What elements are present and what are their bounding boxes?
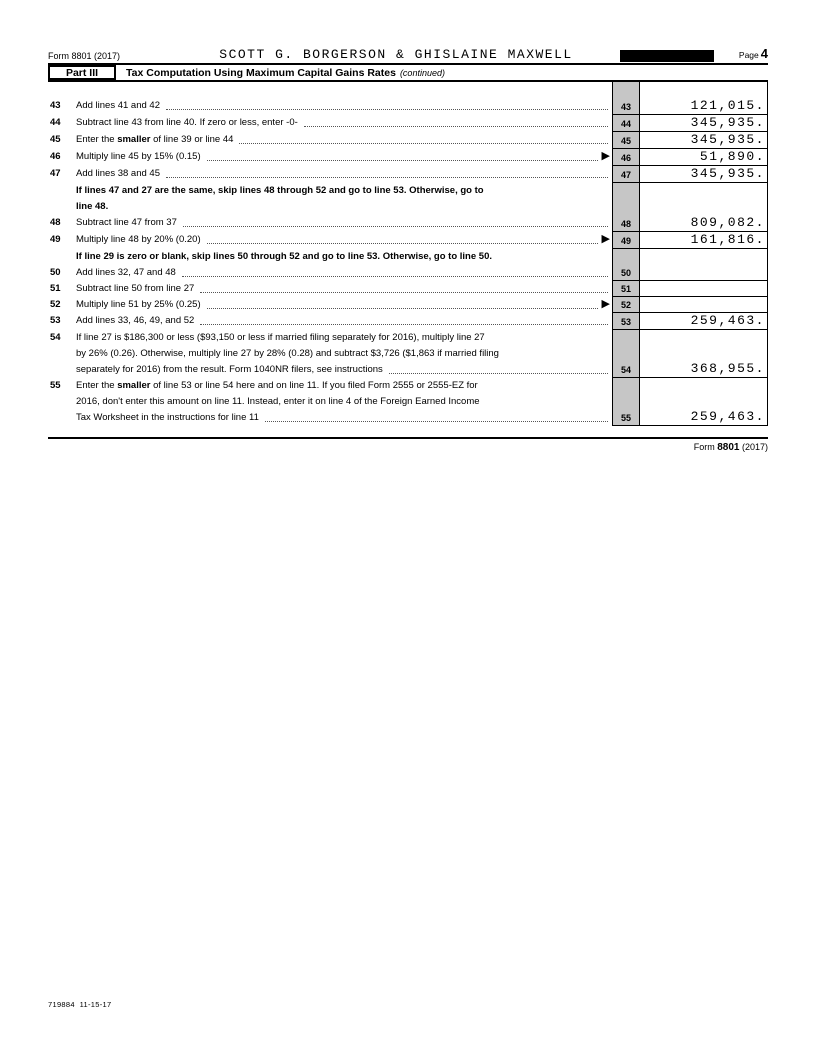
line-number: 50: [50, 267, 61, 278]
dotted-leader: [166, 166, 608, 178]
plain-text: Subtract line 47 from 37: [76, 217, 177, 228]
line-number-box: [612, 82, 640, 98]
plain-text: Add lines 41 and 42: [76, 100, 160, 111]
form-line-45: [48, 132, 768, 149]
form-line-52: [48, 297, 768, 313]
amount-value: 345,935.: [640, 115, 768, 132]
amount-value: [640, 82, 768, 98]
line-description: [48, 166, 612, 183]
line-text: [76, 265, 176, 281]
line-number: 52: [50, 299, 61, 310]
line-text: [76, 166, 160, 182]
line-number-box: 54: [612, 330, 640, 378]
description-line: [76, 215, 612, 231]
plain-text: Multiply line 48 by 20% (0.20): [76, 234, 201, 245]
dotted-leader: [207, 149, 598, 161]
line-text: [76, 98, 160, 114]
form-line-50: [48, 265, 768, 281]
dotted-leader: [200, 281, 608, 293]
dotted-leader: [389, 362, 608, 374]
line-description: [48, 115, 612, 132]
amount-value: [640, 183, 768, 215]
header-form-label: Form 8801 (2017): [48, 51, 121, 61]
line-number: 51: [50, 283, 61, 294]
dotted-leader: [239, 132, 608, 144]
line-text: [76, 232, 201, 248]
line-number: 43: [50, 100, 61, 111]
description-line: [76, 199, 612, 215]
bold-text: If line 29 is zero or blank, skip lines 50 through 52 and go to line 53. Otherwise, go to line 50.: [76, 251, 492, 262]
line-text: [76, 378, 478, 394]
line-number-box: [612, 249, 640, 265]
dotted-leader: [265, 410, 608, 422]
form-line-44: [48, 115, 768, 132]
description-line: [76, 115, 612, 131]
dotted-leader: [166, 98, 608, 110]
amount-value: 345,935.: [640, 166, 768, 183]
plain-text: of line 53 or line 54 here and on line 11. If you filed Form 2555 or 2555-EZ for: [150, 380, 478, 391]
form-line-48: [48, 215, 768, 232]
line-description: [48, 215, 612, 232]
line-number-box: [612, 183, 640, 215]
description-line: [76, 249, 612, 265]
line-number-box: 50: [612, 265, 640, 281]
dotted-leader: [304, 115, 608, 127]
line-number: 48: [50, 217, 61, 228]
line-number-box: 47: [612, 166, 640, 183]
bold-text: line 48.: [76, 201, 109, 212]
footer-form-word: Form: [693, 442, 715, 452]
line-number: 44: [50, 117, 61, 128]
bold-text: smaller: [117, 380, 151, 391]
description-line: [76, 410, 612, 426]
instruction-note: [48, 249, 768, 265]
amount-value: [640, 249, 768, 265]
line-description: [48, 249, 612, 265]
line-number: 47: [50, 168, 61, 179]
line-text: [76, 132, 233, 148]
page-label: Page: [738, 50, 759, 60]
amount-value: 259,463.: [640, 313, 768, 330]
description-line: [76, 132, 612, 148]
line-number-box: 51: [612, 281, 640, 297]
amount-value: 345,935.: [640, 132, 768, 149]
dotted-leader: [182, 265, 608, 277]
plain-text: Subtract line 50 from line 27: [76, 283, 195, 294]
amount-value: 121,015.: [640, 98, 768, 115]
description-line: [76, 313, 612, 329]
plain-text: Multiply line 51 by 25% (0.25): [76, 299, 201, 310]
line-number-box: 55: [612, 378, 640, 426]
bold-text: smaller: [117, 134, 151, 145]
description-line: [76, 362, 612, 378]
line-number: 49: [50, 234, 61, 245]
redacted-id-box: [620, 50, 714, 62]
doc-code: 719884 11-15-17: [48, 1000, 112, 1009]
line-text: [76, 183, 484, 199]
amount-value: 161,816.: [640, 232, 768, 249]
part-title-text: Tax Computation Using Maximum Capital Gains Rates: [126, 67, 396, 79]
line-text: [76, 330, 485, 346]
amount-value: 51,890.: [640, 149, 768, 166]
line-text: [76, 115, 298, 131]
line-description: [48, 313, 612, 330]
line-number-box: 53: [612, 313, 640, 330]
line-description: [48, 183, 612, 215]
line-number: 54: [50, 332, 61, 343]
line-text: [76, 394, 480, 410]
part-title: [116, 65, 445, 80]
line-number-box: 52: [612, 297, 640, 313]
line-number-box: 49: [612, 232, 640, 249]
description-line: [76, 281, 612, 297]
page-header: [48, 48, 768, 65]
footer-form-id: [48, 439, 768, 453]
amount-value: 259,463.: [640, 378, 768, 426]
plain-text: Add lines 38 and 45: [76, 168, 160, 179]
line-description: [48, 132, 612, 149]
line-text: [76, 149, 201, 165]
line-number-box: 46: [612, 149, 640, 166]
line-text: [76, 215, 177, 231]
page-number: 4: [760, 46, 768, 61]
dotted-leader: [183, 215, 608, 227]
line-text: [76, 297, 201, 313]
part-header: [48, 65, 768, 82]
line-number-box: 44: [612, 115, 640, 132]
plain-text: of line 39 or line 44: [150, 134, 234, 145]
description-line: [76, 330, 612, 346]
line-text: [76, 199, 108, 215]
line-description: [48, 297, 612, 313]
amount-value: [640, 297, 768, 313]
bold-text: If lines 47 and 27 are the same, skip lines 48 through 52 and go to line 53. Otherwise, go to: [76, 185, 484, 196]
line-number-box: 48: [612, 215, 640, 232]
description-line: [76, 378, 612, 394]
form-line-51: [48, 281, 768, 297]
line-description: [48, 330, 612, 378]
spacer-row: [48, 82, 768, 98]
footer-form-number: 8801: [717, 442, 740, 453]
description-line: [76, 183, 612, 199]
line-number: 46: [50, 151, 61, 162]
form-line-53: [48, 313, 768, 330]
form-table-rows: [48, 82, 768, 426]
amount-value: [640, 281, 768, 297]
description-line: [76, 394, 612, 410]
line-number-box: 45: [612, 132, 640, 149]
plain-text: 2016, don't enter this amount on line 11. Instead, enter it on line 4 of the Foreign Earned Income: [76, 396, 480, 407]
description-line: [76, 149, 612, 165]
form-page: [48, 48, 768, 453]
right-arrow-icon: ▶: [601, 298, 610, 310]
line-text: [76, 313, 194, 329]
page-indicator: [722, 47, 768, 62]
line-description: [48, 378, 612, 426]
form-line-47: [48, 166, 768, 183]
line-description: [48, 232, 612, 249]
description-line: [76, 297, 612, 313]
plain-text: Enter the: [76, 380, 118, 391]
line-text: [76, 410, 259, 426]
description-line: [76, 166, 612, 182]
line-text: [76, 249, 492, 265]
plain-text: Tax Worksheet in the instructions for line 11: [76, 412, 259, 423]
plain-text: Add lines 33, 46, 49, and 52: [76, 315, 195, 326]
line-number: 55: [50, 380, 61, 391]
plain-text: Enter the: [76, 134, 118, 145]
line-description: [48, 98, 612, 115]
line-number: 53: [50, 315, 61, 326]
amount-value: 809,082.: [640, 215, 768, 232]
form-line-43: [48, 98, 768, 115]
form-line-49: [48, 232, 768, 249]
part-label: Part III: [48, 65, 116, 80]
plain-text: Add lines 32, 47 and 48: [76, 267, 176, 278]
description-line: [76, 265, 612, 281]
dotted-leader: [207, 232, 598, 244]
line-description: [48, 149, 612, 166]
part-continued-label: (continued): [399, 68, 445, 78]
form-line-55: [48, 378, 768, 426]
line-number-box: 43: [612, 98, 640, 115]
line-description: [48, 265, 612, 281]
description-line: [76, 232, 612, 248]
dotted-leader: [207, 297, 598, 309]
right-arrow-icon: ▶: [601, 233, 610, 245]
plain-text: separately for 2016) from the result. Form 1040NR filers, see instructions: [76, 364, 383, 375]
taxpayer-names: SCOTT G. BORGERSON & GHISLAINE MAXWELL: [219, 47, 573, 62]
plain-text: by 26% (0.26). Otherwise, multiply line 27 by 28% (0.28) and subtract $3,726 ($1,863 if married filing: [76, 348, 499, 359]
line-description: [48, 82, 612, 98]
dotted-leader: [200, 313, 608, 325]
footer-form-year: (2017): [741, 442, 768, 452]
line-text: [76, 346, 499, 362]
description-line: [76, 98, 612, 114]
form-line-46: [48, 149, 768, 166]
amount-value: [640, 265, 768, 281]
description-line: [76, 346, 612, 362]
right-arrow-icon: ▶: [601, 150, 610, 162]
line-number: 45: [50, 134, 61, 145]
line-description: [48, 281, 612, 297]
line-text: [76, 281, 194, 297]
amount-value: 368,955.: [640, 330, 768, 378]
form-line-54: [48, 330, 768, 378]
line-text: [76, 362, 383, 378]
plain-text: Multiply line 45 by 15% (0.15): [76, 151, 201, 162]
instruction-note: [48, 183, 768, 215]
plain-text: If line 27 is $186,300 or less ($93,150 or less if married filing separately for 2016), multiply line 27: [76, 332, 485, 343]
plain-text: Subtract line 43 from line 40. If zero or less, enter -0-: [76, 117, 298, 128]
